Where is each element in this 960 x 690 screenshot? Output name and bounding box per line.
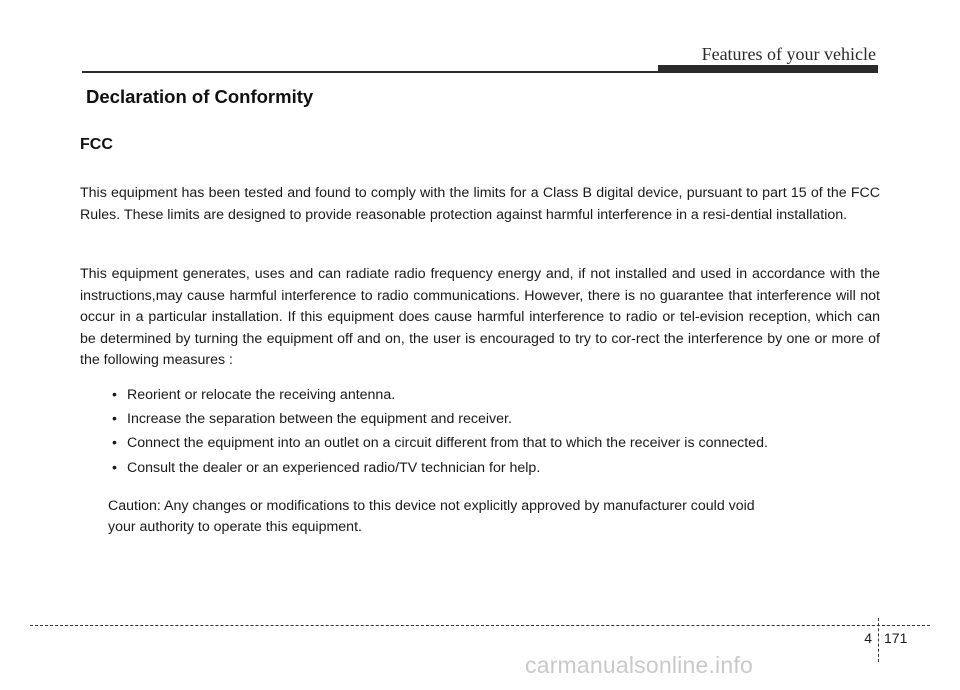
section-subtitle: FCC bbox=[80, 136, 113, 153]
page-number: 171 bbox=[884, 630, 908, 646]
bullet-icon: • bbox=[112, 387, 117, 403]
list-item bbox=[112, 385, 872, 409]
paragraph-1: This equipment has been tested and found to comply with the limits for a Class B digital device, pursuant to part 15 of the FCC Rules. These limits are designed to provide reasonable protection against harmful interference in a resi-dential installation. bbox=[80, 185, 880, 223]
header-rule-thin bbox=[82, 71, 660, 73]
footer-rule bbox=[30, 625, 930, 626]
header-rule-thick bbox=[658, 65, 878, 73]
list-item-text: Increase the separation between the equipment and receiver. bbox=[127, 411, 512, 428]
list-item bbox=[112, 409, 872, 433]
footer-divider bbox=[878, 618, 879, 662]
list-item-text: Consult the dealer or an experienced radio/TV technician for help. bbox=[127, 459, 541, 476]
list-item bbox=[112, 458, 872, 482]
chapter-number: 4 bbox=[864, 630, 872, 646]
watermark: carmanualsonline.info bbox=[525, 652, 753, 678]
bullet-icon: • bbox=[112, 435, 117, 452]
header-title: Features of your vehicle bbox=[701, 44, 876, 64]
caution-line-2: your authority to operate this equipment. bbox=[108, 519, 362, 535]
paragraph-2: This equipment generates, uses and can radiate radio frequency energy and, if not installed and used in accordance with the instructions,may cause harmful interference to radio communications. However, there is no guarantee that interference will not occur in a particular installation. If this equipment does cause harmful interference to radio or tel-evision reception, which can be determined by turning the equipment off and on, the user is encouraged to try to cor-rect the interference by one or more of the following measures : bbox=[80, 266, 880, 369]
section-title: Declaration of Conformity bbox=[86, 86, 314, 107]
list-item bbox=[112, 433, 872, 457]
measures-list bbox=[112, 385, 872, 482]
list-item-text: Connect the equipment into an outlet on a circuit different from that to which the receiver is connected. bbox=[127, 435, 768, 452]
bullet-icon: • bbox=[112, 459, 117, 476]
bullet-icon: • bbox=[112, 411, 117, 428]
caution-line-1: Caution: Any changes or modifications to this device not explicitly approved by manufacturer could void bbox=[108, 498, 755, 514]
caution-note bbox=[108, 496, 848, 538]
list-item-text: Reorient or relocate the receiving antenna. bbox=[127, 387, 396, 403]
